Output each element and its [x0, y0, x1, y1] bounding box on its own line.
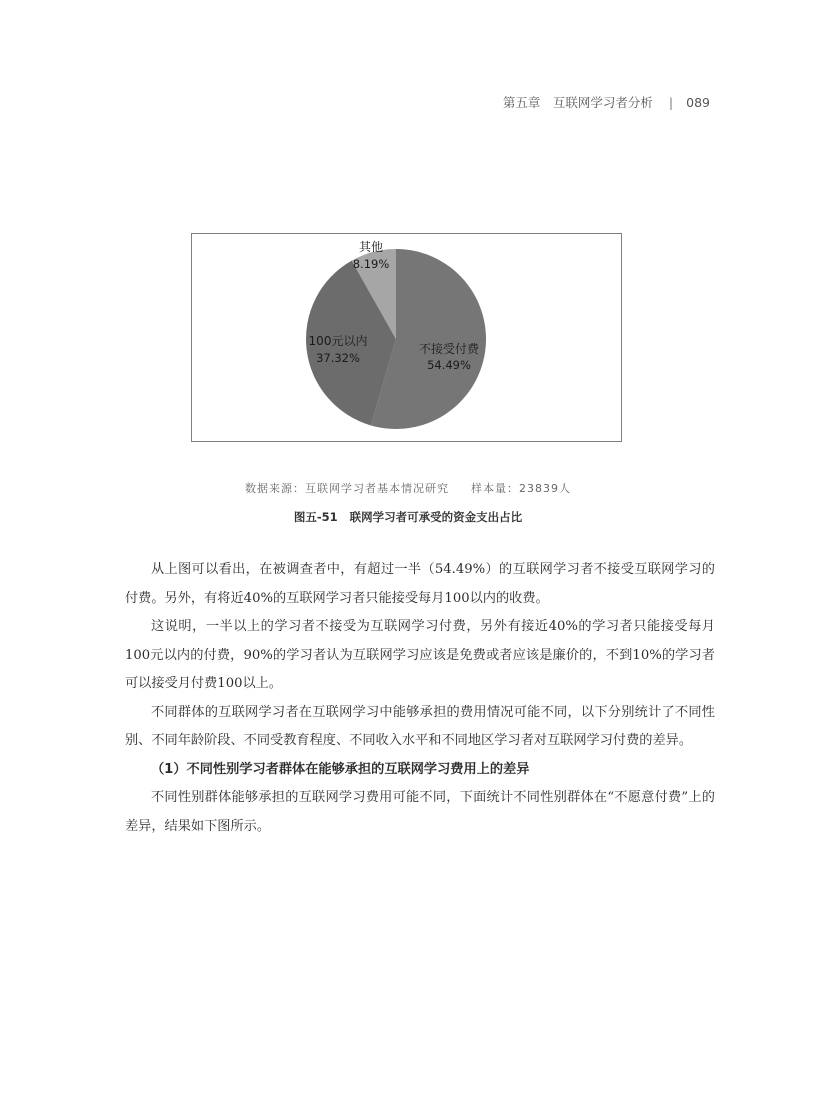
paragraph: 从上图可以看出，在被调查者中，有超过一半（54.49%）的互联网学习者不接受互联网学习的付费。另外，有将近40%的互联网学习者只能接受每月100以内的收费。: [125, 562, 715, 606]
running-header: [503, 93, 710, 111]
figure-number: 图五-51: [293, 510, 338, 524]
pie-chart-frame: [191, 233, 622, 442]
chapter-title: 第五章 互联网学习者分析: [502, 95, 653, 110]
page-number: 089: [686, 95, 710, 110]
slice-value-label: 37.32%: [316, 351, 360, 365]
header-separator: |: [668, 95, 674, 110]
paragraph: 这说明，一半以上的学习者不接受为互联网学习付费，另外有接近40%的学习者只能接受每月100元以内的付费，90%的学习者认为互联网学习应该是免费或者应该是廉价的，不到10%的学习者可以接受月付费100以上。: [125, 619, 715, 691]
pie-chart: [192, 234, 623, 443]
figure-caption: [0, 509, 816, 525]
section-heading: （1）不同性别学习者群体在能够承担的互联网学习费用上的差异: [151, 761, 530, 777]
body-text: [125, 556, 715, 841]
source-label: 数据来源：互联网学习者基本情况研究: [245, 482, 449, 495]
slice-value-label: 54.49%: [427, 358, 471, 372]
slice-value-label: 8.19%: [352, 257, 390, 271]
slice-label: 不接受付费: [418, 342, 480, 356]
paragraph: 不同性别群体能够承担的互联网学习费用可能不同，下面统计不同性别群体在“不愿意付费”上的差异，结果如下图所示。: [125, 790, 715, 834]
figure-title: 联网学习者可承受的资金支出占比: [349, 510, 523, 524]
slice-label: 100元以内: [308, 334, 368, 348]
figure-source: [0, 480, 816, 496]
sample-size: 样本量：23839人: [471, 482, 571, 495]
slice-label: 其他: [358, 240, 384, 254]
paragraph: 不同群体的互联网学习者在互联网学习中能够承担的费用情况可能不同，以下分别统计了不同性别、不同年龄阶段、不同受教育程度、不同收入水平和不同地区学习者对互联网学习付费的差异。: [125, 704, 715, 748]
